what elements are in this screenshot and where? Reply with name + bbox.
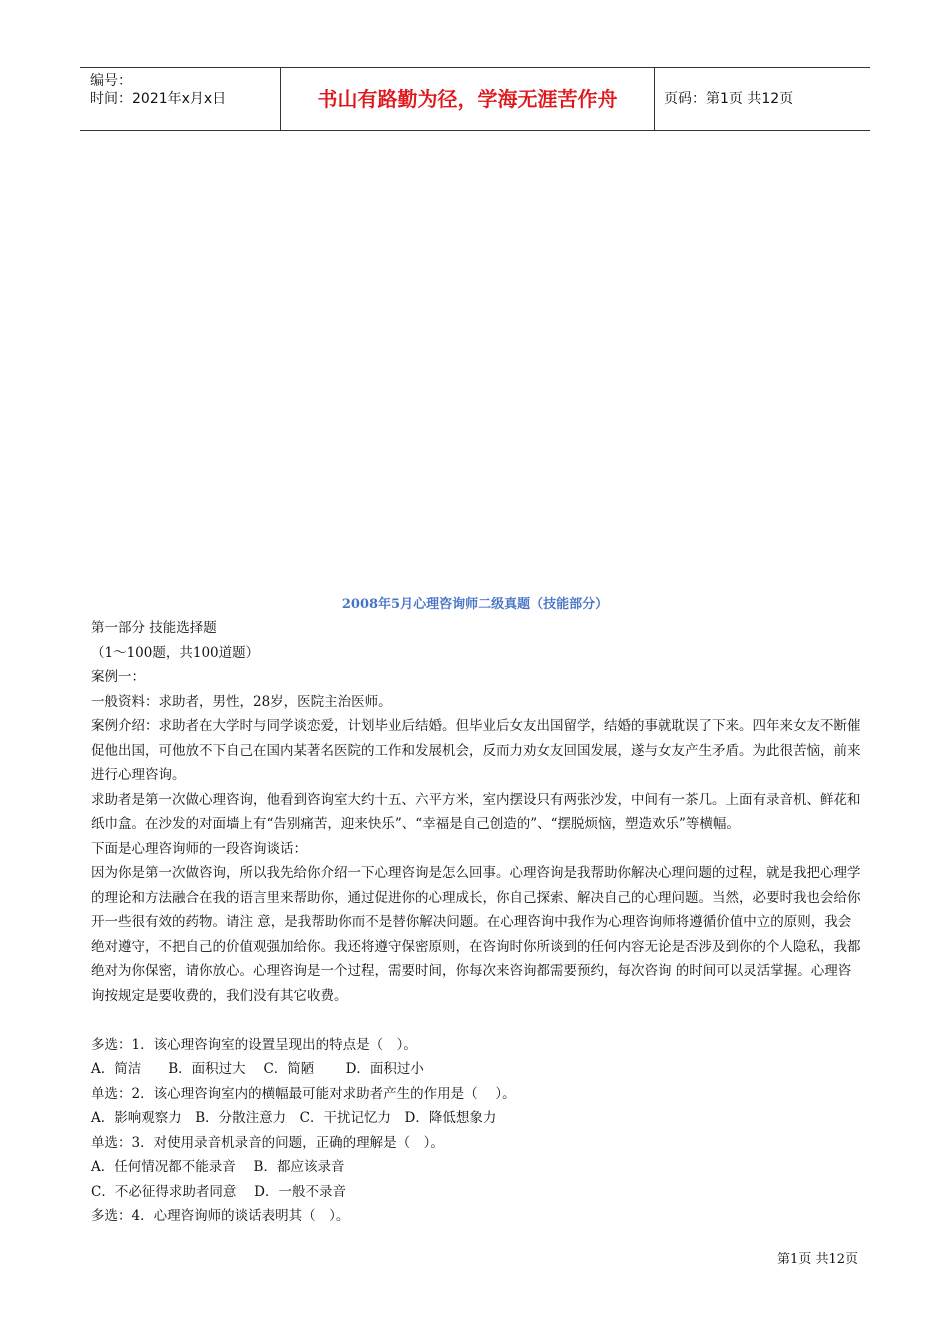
- case-heading: 案例一：: [91, 669, 145, 685]
- dialogue-intro: 下面是心理咨询师的一段咨询谈话：: [91, 840, 307, 857]
- section-heading: 第一部分 技能选择题: [91, 620, 217, 636]
- question-range: （1～100题，共100道题）: [91, 644, 260, 661]
- question-3-options-cd: C．不必征得求助者同意 D．一般不录音: [91, 1183, 346, 1200]
- question-4: 多选：4．心理咨询师的谈话表明其（ ）。: [91, 1208, 350, 1224]
- question-2-options: A．影响观察力 B．分散注意力 C．干扰记忆力 D．降低想象力: [91, 1110, 497, 1126]
- page-header: [80, 67, 870, 131]
- document-title: 2008年5月心理咨询师二级真题（技能部分）: [341, 597, 609, 612]
- question-1: 多选：1．该心理咨询室的设置呈现出的特点是（ ）。: [91, 1036, 417, 1053]
- paragraph-gap: [91, 1008, 861, 1033]
- header-motto: 书山有路勤为径，学海无涯苦作舟: [317, 87, 618, 111]
- page-footer: 第1页 共12页: [777, 1252, 858, 1267]
- header-page-info: 页码：第1页 共12页: [664, 91, 794, 107]
- serial-label: 编号：: [90, 73, 132, 89]
- question-3: 单选：3．对使用录音机录音的问题，正确的理解是（ ）。: [91, 1134, 444, 1151]
- header-divider: [654, 68, 655, 130]
- case-intro: 案例介绍：求助者在大学时与同学谈恋爱，计划毕业后结婚。但毕业后女友出国留学，结婚的事就耽误了下来。四年来女友不断催促他出国，可他放不下自己在国内某著名医院的工作和发展机会，反而力劝女友回国发展，遂与女友产生矛盾。为此很苦恼，前来进行心理咨询。: [91, 718, 861, 783]
- document-body: [91, 616, 861, 1229]
- time-label: 时间：2021年x月x日: [90, 91, 227, 107]
- question-1-options: A．简洁 B．面积过大 C．简陋 D．面积过小: [91, 1061, 424, 1077]
- header-meta: [80, 68, 280, 130]
- question-2: 单选：2．该心理咨询室内的横幅最可能对求助者产生的作用是（ ）。: [91, 1085, 516, 1102]
- room-description: 求助者是第一次做心理咨询，他看到咨询室大约十五、六平方米，室内摆设只有两张沙发，中间有一茶几。上面有录音机、鲜花和纸巾盒。在沙发的对面墙上有“告别痛苦，迎来快乐”、“幸福是自己创造的”、“摆脱烦恼，塑造欢乐”等横幅。: [91, 791, 861, 832]
- counselor-dialogue: 因为你是第一次做咨询，所以我先给你介绍一下心理咨询是怎么回事。心理咨询是我帮助你解决心理问题的过程，就是我把心理学的理论和方法融合在我的语言里来帮助你，通过促进你的心理成长，你自己探索、解决自己的心理问题。当然，必要时我也会给你开一些很有效的药物。请注 意，是我帮助你而不是替你解决问题。在心理咨询中我作为心理咨询师将遵循价值中立的原则，我会绝对遵守，不把自己的价值观强加给你。我还将遵守保密原则，在咨询时你所谈到的任何内容无论是否涉及到你的个人隐私，我都绝对为你保密，请你放心。心理咨询是一个过程，需要时间，你每次来咨询都需要预约，每次咨询 的时间可以灵活掌握。心理咨询按规定是要收费的，我们没有其它收费。: [91, 865, 861, 1004]
- question-3-options-ab: A．任何情况都不能录音 B．都应该录音: [91, 1159, 345, 1175]
- general-info: 一般资料：求助者，男性，28岁，医院主治医师。: [91, 693, 392, 710]
